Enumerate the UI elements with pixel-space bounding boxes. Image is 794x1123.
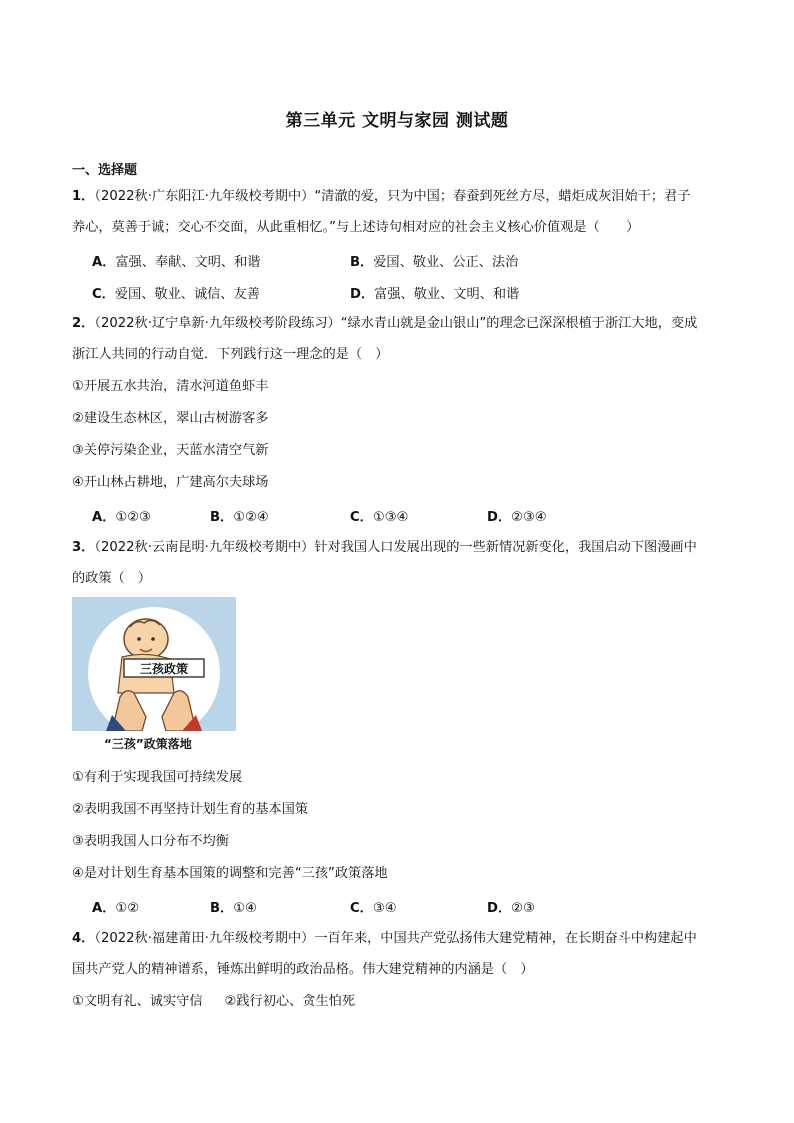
three-child-policy-cartoon	[72, 597, 236, 731]
question-3-number: 3．	[72, 540, 95, 555]
question-2-statement-3: ③关停污染企业，天蓝水清空气新	[72, 443, 269, 458]
section-heading: 一、选择题	[72, 163, 138, 178]
question-2-option-b[interactable]: B．①②④	[210, 510, 269, 525]
baby-eye-left	[137, 637, 141, 641]
question-2-statement-2: ②建设生态林区，翠山古树游客多	[72, 411, 269, 426]
cartoon-illustration	[72, 597, 236, 731]
question-1-line-1	[72, 188, 732, 206]
question-2-number: 2．	[72, 316, 95, 331]
question-3-stem-1: （2022秋·云南昆明·九年级校考期中）针对我国人口发展出现的一些新情况新变化，我国启动下图漫画中	[94, 540, 697, 555]
question-4-number: 4．	[72, 931, 95, 946]
page-title: 第三单元 文明与家园 测试题	[285, 111, 509, 131]
banner-text: 三孩政策	[139, 662, 189, 676]
question-3-option-b[interactable]: B．①④	[210, 901, 257, 916]
question-3-option-c[interactable]: C．③④	[350, 901, 397, 916]
question-2-line-1	[72, 315, 732, 333]
question-3-stem-2: 的政策（ ）	[72, 571, 152, 586]
question-1-option-a[interactable]: A．富强、奉献、文明、和谐	[92, 255, 261, 270]
question-4-statements-row	[72, 993, 732, 1011]
cartoon-caption: “三孩”政策落地	[104, 737, 192, 751]
question-1-number: 1．	[72, 189, 95, 204]
baby-head	[124, 619, 168, 659]
question-2-option-a[interactable]: A．①②③	[92, 510, 151, 525]
question-2-option-c[interactable]: C．①③④	[350, 510, 409, 525]
question-4-statement-1: ①文明有礼、诚实守信	[72, 994, 203, 1009]
question-2-option-d[interactable]: D．②③④	[487, 510, 547, 525]
question-2-stem-1: （2022秋·辽宁阜新·九年级校考阶段练习）“绿水青山就是金山银山”的理念已深深根植于浙江大地，变成	[94, 316, 698, 331]
question-3-statement-1: ①有利于实现我国可持续发展	[72, 770, 243, 785]
question-2-statement-1: ①开展五水共治，清水河道鱼虾丰	[72, 379, 269, 394]
question-4-statement-2: ②践行初心、贪生怕死	[224, 994, 356, 1009]
question-3-statement-2: ②表明我国不再坚持计划生育的基本国策	[72, 802, 309, 817]
question-3-option-a[interactable]: A．①②	[92, 901, 140, 916]
question-3-option-d[interactable]: D．②③	[487, 901, 535, 916]
question-1-option-d[interactable]: D．富强、敬业、文明、和谐	[350, 287, 520, 302]
question-3-statement-4: ④是对计划生育基本国策的调整和完善“三孩”政策落地	[72, 866, 388, 881]
question-3-statement-3: ③表明我国人口分布不均衡	[72, 834, 229, 849]
question-4-stem-2: 国共产党人的精神谱系，锤炼出鲜明的政治品格。伟大建党精神的内涵是（ ）	[72, 962, 534, 977]
question-1-option-c[interactable]: C．爱国、敬业、诚信、友善	[92, 287, 260, 302]
question-4-stem-1: （2022秋·福建莆田·九年级校考期中）一百年来，中国共产党弘扬伟大建党精神，在长期奋斗中构建起中	[94, 931, 697, 946]
question-2-statement-4: ④开山林占耕地，广建高尔夫球场	[72, 475, 269, 490]
question-3-line-1	[72, 539, 732, 557]
baby-eye-right	[151, 637, 155, 641]
question-1-option-b[interactable]: B．爱国、敬业、公正、法治	[350, 255, 519, 270]
question-2-stem-2: 浙江人共同的行动自觉．下列践行这一理念的是（ ）	[72, 347, 389, 362]
question-1-stem-1: （2022秋·广东阳江·九年级校考期中）“清澈的爱，只为中国；春蚕到死丝方尽，蜡炬成灰泪始干；君子	[94, 189, 691, 204]
question-1-stem-2: 养心，莫善于诚；交心不交面，从此重相忆。”与上述诗句相对应的社会主义核心价值观是（ ）	[72, 220, 640, 235]
question-4-line-1	[72, 930, 732, 948]
